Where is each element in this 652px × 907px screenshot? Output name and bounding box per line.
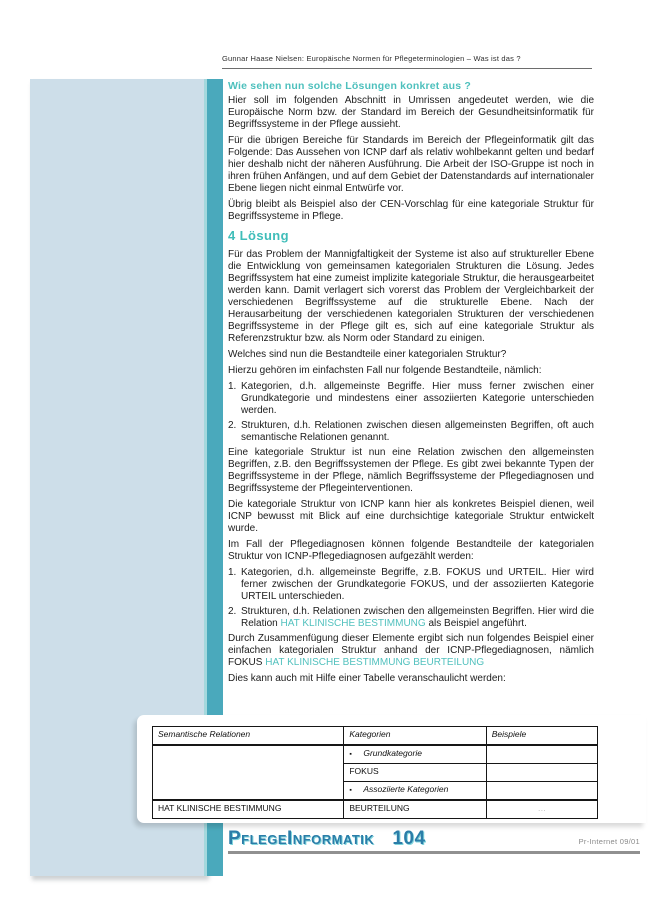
example-cell: … — [486, 800, 597, 819]
category-cell: FOKUS — [344, 764, 486, 782]
list-text — [241, 606, 594, 630]
paragraph: Welches sind nun die Bestandteile einer kategorialen Struktur? — [228, 349, 507, 360]
empty-cell — [486, 745, 597, 764]
category-label: Assoziierte Kategorien — [363, 784, 449, 794]
journal-brand — [228, 828, 426, 850]
question-heading: Wie sehen nun solche Lösungen konkret aus ? — [228, 80, 472, 92]
list-item — [228, 420, 594, 444]
empty-cell — [153, 745, 344, 800]
list-text-post: als Beispiel angeführt. — [425, 618, 527, 629]
paragraph: Eine kategoriale Struktur ist nun eine Relation zwischen den allgemeinsten Begriffen, z.B. den Begriffssystemen der Pflege. Es gibt zwei bekannte Typen der Begriffssysteme in der Pflege, nämlich Begriffssysteme der Pflegediagnosen und Begriffssysteme der Pflegeinterventionen. — [228, 447, 594, 494]
paragraph: Im Fall der Pflegediagnosen können folgende Bestandteile der kategorialen Struktur von ICNP-Pflegediagnosen aufgezählt werden: — [228, 539, 594, 562]
table-row — [153, 800, 598, 819]
list-number: 2. — [228, 606, 237, 617]
empty-cell — [486, 764, 597, 782]
column-header: Beispiele — [486, 727, 597, 746]
section-heading: 4 Lösung — [228, 228, 289, 243]
relation-cell: HAT KLINISCHE BESTIMMUNG — [153, 800, 344, 819]
paragraph: Hierzu gehören im einfachsten Fall nur folgende Bestandteile, nämlich: — [228, 365, 542, 376]
column-header: Kategorien — [344, 727, 486, 746]
list-text: Kategorien, d.h. allgemeinste Begriffe, z.B. FOKUS und URTEIL. Hier wird ferner zwischen der Grundkategorie FOKUS, und der assoziierten Kategorie URTEIL unterschieden. — [241, 567, 594, 602]
table-row — [153, 745, 598, 764]
bullet-square-icon: ▪ — [349, 751, 352, 758]
page-number: 104 — [392, 828, 426, 849]
article-body — [228, 80, 594, 689]
brand-text: PflegeInformatik — [228, 828, 375, 849]
paragraph — [228, 633, 594, 669]
paragraph: Dies kann auch mit Hilfe einer Tabelle veranschaulicht werden: — [228, 673, 506, 684]
list-text: Strukturen, d.h. Relationen zwischen diesen allgemeinsten Begriffen, oft auch semantische Relationen genannt. — [241, 420, 594, 443]
list-item — [228, 381, 594, 417]
relation-example: HAT KLINISCHE BESTIMMUNG BEURTEILUNG — [265, 657, 485, 668]
category-cell: BEURTEILUNG — [344, 800, 486, 819]
list-item — [228, 567, 594, 603]
list-number: 2. — [228, 420, 237, 431]
list-item — [228, 606, 594, 630]
list-number: 1. — [228, 567, 237, 578]
list-text-pre: Strukturen, d.h. Relationen zwischen den allgemeinsten Begriffen. Hier wird die Relation — [241, 606, 594, 629]
issue-label: Pr-Internet 09/01 — [578, 837, 640, 846]
paragraph: Die kategoriale Struktur von ICNP kann hier als konkretes Beispiel dienen, weil ICNP bewusst mit Blick auf eine durchsichtige kategoriale Struktur entwickelt wurde. — [228, 499, 594, 534]
paragraph-pre: Durch Zusammenfügung dieser Elemente ergibt sich nun folgendes Beispiel einer einfachen kategorialen Struktur anhand der ICNP-Pflegediagnosen, nämlich FOKUS — [228, 633, 594, 668]
relation-term: HAT KLINISCHE BESTIMMUNG — [280, 618, 426, 629]
list-text: Kategorien, d.h. allgemeinste Begriffe. Hier muss ferner zwischen einer Grundkategorie und mindestens einer assoziierten Kategorie unterschieden werden. — [241, 381, 594, 416]
bullet-square-icon: ▪ — [349, 787, 352, 794]
footer-rule — [228, 851, 640, 854]
paragraph: Für die übrigen Bereiche für Standards im Bereich der Pflegeinformatik gilt das Folgende: Das Aussehen von ICNP darf als relativ wohlbekannt gelten und bedarf hier deshalb nicht der näheren Ausführung. Die Arbeit der ISO-Gruppe ist noch in ihren frühen Anfängen, und auf dem Gebiet der Datenstandards auf internationaler Ebene liegen nicht einmal Entwürfe vor. — [228, 135, 594, 194]
empty-cell — [486, 782, 597, 801]
category-cell — [344, 782, 486, 801]
paragraph: Hier soll im folgenden Abschnitt in Umrissen angedeutet werden, wie die Europäische Norm bzw. der Standard im Bereich der Gesundheitsinformatik für Begriffssysteme in der Pflege aussieht. — [228, 95, 594, 130]
paragraph: Übrig bleibt als Beispiel also der CEN-Vorschlag für eine kategoriale Struktur für Begriffssysteme in Pflege. — [228, 199, 594, 222]
list-number: 1. — [228, 381, 237, 392]
category-label: Grundkategorie — [363, 748, 422, 758]
column-header: Semantische Relationen — [153, 727, 344, 746]
categorial-structure-table — [152, 726, 598, 819]
category-cell — [344, 745, 486, 764]
table-header-row — [153, 727, 598, 746]
running-header: Gunnar Haase Nielsen: Europäische Normen für Pflegeterminologien – Was ist das ? — [222, 54, 592, 69]
paragraph: Für das Problem der Mannigfaltigkeit der Systeme ist also auf struktureller Ebene die Entwicklung von gemeinsamen kategorialen Strukturen die Lösung. Jedes Begriffssystem hat eine zumeist implizite kategoriale Struktur, die herausgearbeitet werden kann. Damit verlagert sich vorerst das Problem der Vergleichbarkeit der verschiedenen Begriffssysteme auf die strukturelle Ebene. Nach der Herausarbeitung der verschiedenen kategorialen Strukturen der verschiedenen Begriffssysteme in der Pflege gilt es, sich auf eine kategoriale Struktur als Referenzstruktur bzw. als Norm oder Standard zu einigen. — [228, 249, 594, 344]
